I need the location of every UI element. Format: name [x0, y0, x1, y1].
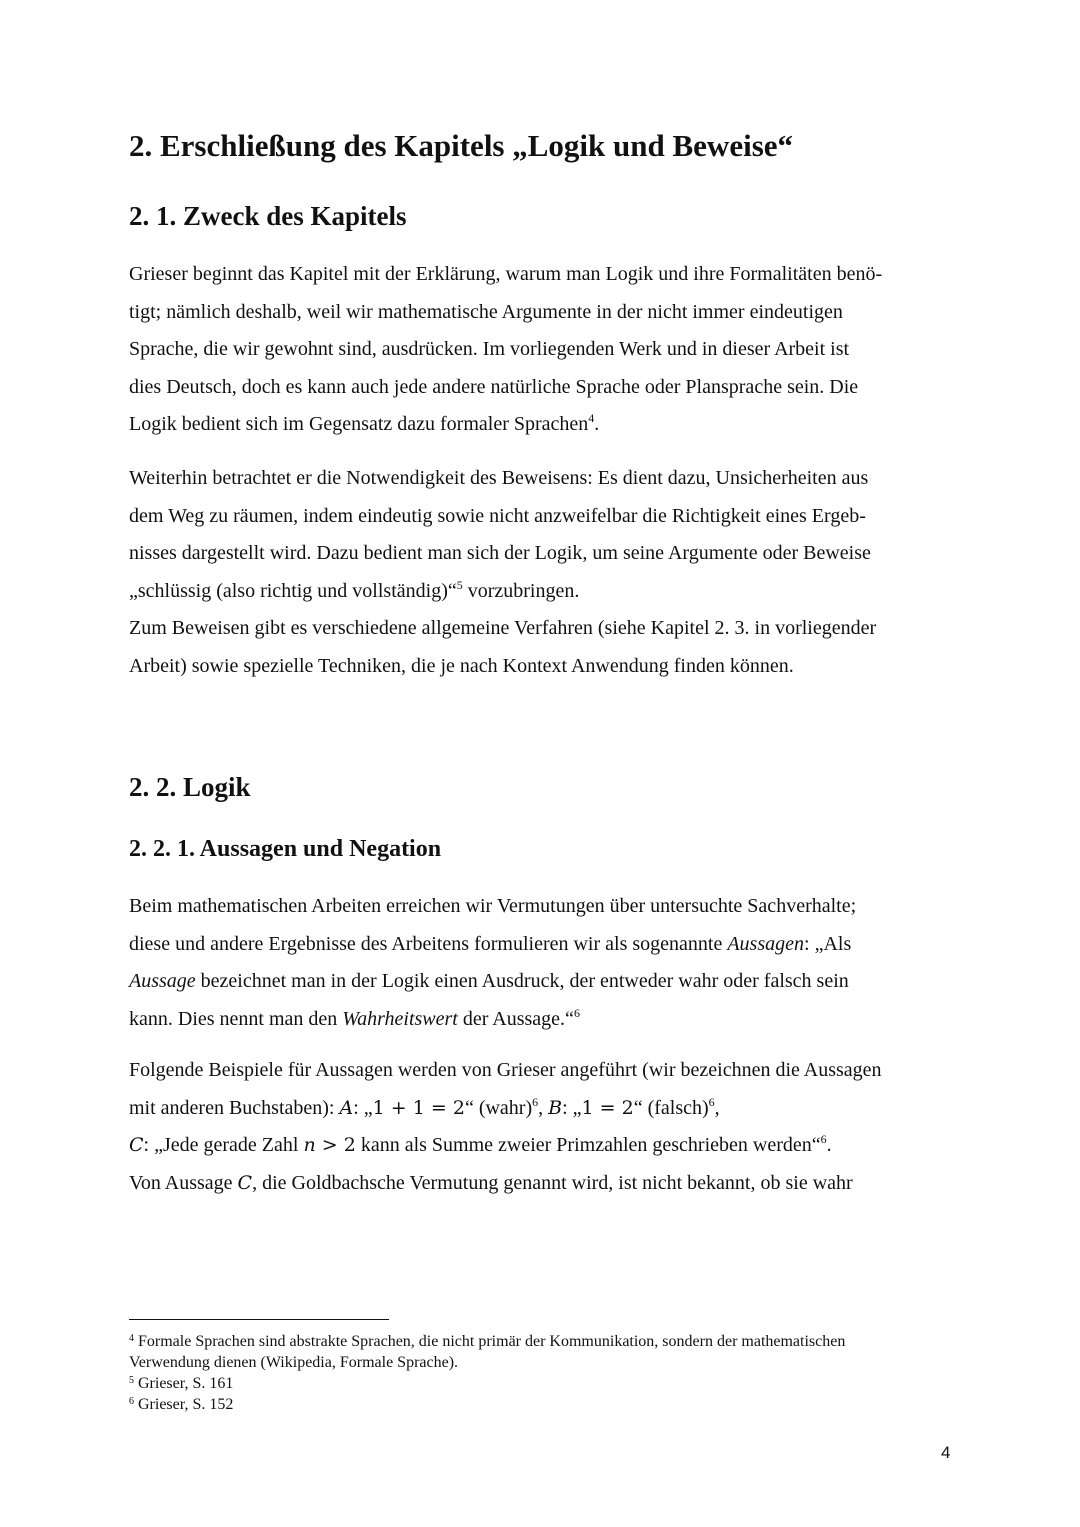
- footnote-ref[interactable]: 6: [573, 1005, 580, 1020]
- text-segment: vorzubringen.: [462, 579, 580, 602]
- math-expression: > 2: [315, 1134, 356, 1156]
- footnote-number: 5: [129, 1375, 134, 1386]
- text-line: dies Deutsch, doch es kann auch jede andere natürliche Sprache oder Plansprache sein. Die: [129, 375, 859, 398]
- math-variable: C: [129, 1134, 144, 1156]
- text-line: [129, 933, 851, 955]
- text-line: [129, 1005, 580, 1030]
- text-segment: .: [826, 1134, 832, 1156]
- footnote-4: [129, 1331, 959, 1373]
- footnote-text: Verwendung dienen (Wikipedia, Formale Sprache).: [129, 1354, 459, 1371]
- italic-term: Wahrheitswert: [342, 1007, 458, 1030]
- text-segment: kann. Dies nennt man den: [129, 1007, 343, 1030]
- text-line: Arbeit) sowie spezielle Techniken, die je nach Kontext Anwendung finden können.: [129, 654, 794, 677]
- text-segment: : „: [562, 1096, 582, 1119]
- text-line: nisses dargestellt wird. Dazu bedient man sich der Logik, um seine Argumente oder Beweise: [129, 542, 871, 564]
- footnote-ref[interactable]: 4: [588, 411, 595, 425]
- footnote-text: Formale Sprachen sind abstrakte Sprachen, die nicht primär der Kommunikation, sondern der mathematischen: [134, 1333, 846, 1350]
- text-line: dem Weg zu räumen, indem eindeutig sowie nicht anzweifelbar die Richtigkeit eines Ergeb-: [129, 504, 866, 527]
- text-line: Weiterhin betrachtet er die Notwendigkeit des Beweisens: Es dient dazu, Unsicherheiten aus: [129, 467, 869, 489]
- text-segment: , die Goldbachsche Vermutung genannt wird, ist nicht bekannt, ob sie wahr: [252, 1171, 853, 1194]
- text-segment: ,: [538, 1096, 544, 1119]
- math-variable: A: [339, 1096, 354, 1119]
- paragraph-statements: [129, 888, 959, 1038]
- example-b: [548, 1094, 720, 1119]
- footnote-ref[interactable]: 6: [820, 1132, 827, 1146]
- text-segment: der Aussage.“: [457, 1007, 574, 1030]
- text-line: Sprache, die wir gewohnt sind, ausdrücken. Im vorliegenden Werk und in dieser Arbeit ist: [129, 338, 850, 360]
- text-segment: Von Aussage: [129, 1171, 238, 1194]
- math-variable: B: [548, 1096, 563, 1119]
- math-expression: 1 + 1 = 2: [372, 1096, 465, 1119]
- text-line: [129, 577, 580, 602]
- footnote-5: [129, 1373, 959, 1394]
- math-expression: 1 = 2: [581, 1096, 634, 1119]
- text-segment: diese und andere Ergebnisse des Arbeitens formulieren wir als sogenannte: [129, 932, 728, 955]
- text-segment: bezeichnet man in der Logik einen Ausdruck, der entweder wahr oder falsch sein: [195, 970, 849, 992]
- paragraph-proof-necessity: [129, 460, 959, 685]
- paragraph-examples: [129, 1052, 959, 1202]
- footnote-ref[interactable]: 5: [456, 577, 463, 592]
- footnote-number: 4: [129, 1333, 134, 1344]
- math-variable: C: [237, 1171, 253, 1194]
- section-heading-2-2: 2. 2. Logik: [129, 772, 251, 802]
- footnote-ref[interactable]: 6: [532, 1094, 539, 1109]
- footnote-separator: [129, 1319, 389, 1320]
- footnote-text: Grieser, S. 161: [134, 1375, 234, 1392]
- text-segment: : „Als: [804, 932, 852, 955]
- text-segment: : „Jede gerade Zahl: [143, 1134, 304, 1156]
- footnote-text: Grieser, S. 152: [134, 1396, 234, 1413]
- footnote-6: [129, 1394, 959, 1415]
- italic-term: Aussage: [129, 970, 196, 992]
- text-line: [129, 413, 599, 435]
- text-line: [129, 1172, 853, 1194]
- text-line: tigt; nämlich deshalb, weil wir mathematische Argumente in der nicht immer eindeutigen: [129, 300, 843, 323]
- text-line: Folgende Beispiele für Aussagen werden von Grieser angeführt (wir bezeichnen die Aussagen: [129, 1059, 882, 1081]
- text-segment: „schlüssig (also richtig und vollständig)“: [129, 579, 457, 602]
- text-segment: .: [594, 413, 600, 435]
- text-segment: : „: [353, 1096, 373, 1119]
- chapter-heading: 2. Erschließung des Kapitels „Logik und Beweise“: [129, 128, 794, 163]
- text-segment: “ (falsch): [633, 1096, 709, 1119]
- math-variable: n: [303, 1134, 316, 1156]
- text-segment: “ (wahr): [464, 1096, 533, 1119]
- section-heading-2-1: 2. 1. Zweck des Kapitels: [129, 201, 407, 231]
- paragraph-purpose: [129, 256, 959, 444]
- subsection-heading-2-2-1: 2. 2. 1. Aussagen und Negation: [129, 836, 442, 862]
- example-c: [129, 1134, 832, 1156]
- text-line: Beim mathematischen Arbeiten erreichen wir Vermutungen über untersuchte Sachverhalte;: [129, 895, 857, 917]
- text-line: Zum Beweisen gibt es verschiedene allgemeine Verfahren (siehe Kapitel 2. 3. in vorliegender: [129, 617, 877, 639]
- text-line: Grieser beginnt das Kapitel mit der Erklärung, warum man Logik und ihre Formalitäten benö-: [129, 263, 883, 285]
- text-segment: ,: [714, 1096, 720, 1119]
- footnote-number: 6: [129, 1396, 134, 1407]
- text-segment: Logik bedient sich im Gegensatz dazu formaler Sprachen: [129, 413, 589, 435]
- page-number: 4: [941, 1443, 951, 1462]
- text-segment: kann als Summe zweier Primzahlen geschrieben werden“: [355, 1134, 821, 1156]
- italic-term: Aussagen: [727, 932, 805, 955]
- footnote-ref[interactable]: 6: [708, 1094, 715, 1109]
- text-line: mit anderen Buchstaben):: [129, 1096, 335, 1119]
- text-line: [129, 970, 849, 992]
- example-a: [339, 1094, 544, 1119]
